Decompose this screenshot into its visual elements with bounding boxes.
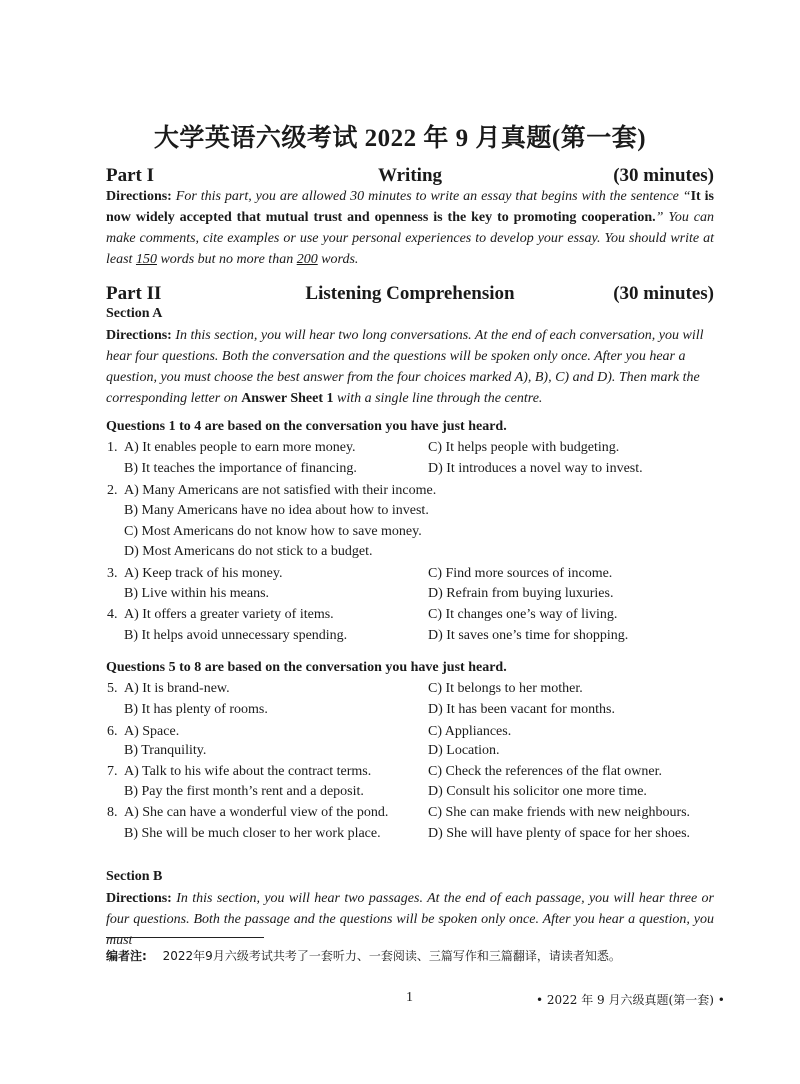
option-a: A) Keep track of his money. (124, 566, 283, 581)
editor-note-text: 2022年9月六级考试共考了一套听力、一套阅读、三篇写作和三篇翻译，请读者知悉。 (162, 949, 621, 963)
question-number: 7. (107, 764, 118, 779)
option-d: D) Location. (428, 743, 500, 758)
option-c: C) Check the references of the flat owner. (428, 764, 663, 779)
option-a: A) Space. (124, 724, 180, 739)
min-words: 150 (135, 252, 157, 267)
option-d: D) It has been vacant for months. (428, 702, 615, 717)
question-number: 1. (107, 440, 118, 455)
option-d: D) Refrain from buying luxuries. (428, 586, 614, 601)
part-2-time: (30 minutes) (613, 283, 714, 304)
directions-label: Directions: (106, 328, 172, 343)
option-b: B) Live within his means. (124, 586, 270, 601)
option-d: D) Most Americans do not stick to a budget. (124, 544, 373, 559)
option-b: B) It helps avoid unnecessary spending. (124, 628, 348, 643)
directions-label: Directions: (106, 189, 172, 204)
part-1-label: Part I (106, 165, 155, 186)
editor-note-label: 编者注: (106, 949, 147, 963)
page-title: 大学英语六级考试 2022 年 9 月真题(第一套) (153, 125, 647, 152)
part-2-name: Listening Comprehension (305, 283, 515, 304)
question-number: 2. (107, 483, 118, 498)
part-2-header (106, 283, 714, 309)
option-d: D) Consult his solicitor one more time. (428, 784, 647, 799)
part-1-time: (30 minutes) (613, 165, 714, 186)
section-a-heading: Section A (106, 306, 163, 321)
editor-note (106, 947, 621, 964)
question-number: 6. (107, 724, 118, 739)
questions-5-8-heading: Questions 5 to 8 are based on the conversation you have just heard. (106, 660, 507, 675)
part-1-name: Writing (377, 165, 443, 186)
directions-label: Directions: (106, 891, 172, 906)
option-a: A) It enables people to earn more money. (124, 440, 356, 455)
option-d: D) She will have plenty of space for her shoes. (428, 826, 691, 841)
option-c: C) She can make friends with new neighbours. (428, 805, 691, 820)
option-b: B) It teaches the importance of financing. (124, 461, 357, 476)
option-b: B) Pay the first month’s rent and a deposit. (124, 784, 364, 799)
question-number: 8. (107, 805, 118, 820)
section-b-directions: Directions: In this section, you will hear two passages. At the end of each passage, you will hear three or four questions. Both the passage and the questions will be spoken only once. After you hear a question, you must (106, 891, 714, 948)
option-a: A) She can have a wonderful view of the pond. (124, 805, 389, 820)
option-b: B) Many Americans have no idea about how to invest. (124, 503, 429, 518)
option-b: B) It has plenty of rooms. (124, 702, 268, 717)
question-number: 3. (107, 566, 118, 581)
running-title: • 2022 年 9 月六级真题(第一套) • (536, 993, 725, 1007)
option-d: D) It saves one’s time for shopping. (428, 628, 629, 643)
answer-sheet-ref: Answer Sheet 1 (241, 391, 334, 406)
question-number: 4. (107, 607, 118, 622)
footnote-divider (106, 937, 264, 938)
part-2-label: Part II (106, 283, 162, 304)
part-1-directions: Directions: For this part, you are allowed 30 minutes to write an essay that begins with the sentence “It is now widely accepted that mutual trust and openness is the key to promoting cooperation.” You can make comments, cite examples or use your personal experiences to develop your essay. You should write at least 150 words but no more than 200 words. (106, 189, 714, 267)
option-c: C) Appliances. (428, 724, 512, 739)
option-c: C) It helps people with budgeting. (428, 440, 620, 455)
option-a: A) Talk to his wife about the contract terms. (124, 764, 372, 779)
essay-prompt: It is now widely accepted that mutual trust and openness is the key to promoting cooperation. (106, 189, 714, 225)
option-c: C) Most Americans do not know how to save money. (124, 524, 422, 539)
questions-1-4-heading: Questions 1 to 4 are based on the conversation you have just heard. (106, 419, 507, 434)
option-c: C) Find more sources of income. (428, 566, 613, 581)
max-words: 200 (296, 252, 318, 267)
option-a: A) It is brand-new. (124, 681, 230, 696)
option-d: D) It introduces a novel way to invest. (428, 461, 643, 476)
option-b: B) Tranquility. (124, 743, 207, 758)
section-a-directions: Directions: In this section, you will hear two long conversations. At the end of each conversation, you will hear four questions. Both the conversation and the questions will be spoken only once. After you hear a question, you must choose the best answer from the four choices marked A), B), C) and D). Then mark the corresponding letter on Answer Sheet 1 with a single line through the centre. (106, 328, 704, 406)
section-b-heading: Section B (106, 869, 163, 884)
option-b: B) She will be much closer to her work place. (124, 826, 381, 841)
page-number: 1 (406, 990, 413, 1005)
option-c: C) It belongs to her mother. (428, 681, 583, 696)
question-number: 5. (107, 681, 118, 696)
option-a: A) It offers a greater variety of items. (124, 607, 334, 622)
option-c: C) It changes one’s way of living. (428, 607, 618, 622)
option-a: A) Many Americans are not satisfied with their income. (124, 483, 437, 498)
